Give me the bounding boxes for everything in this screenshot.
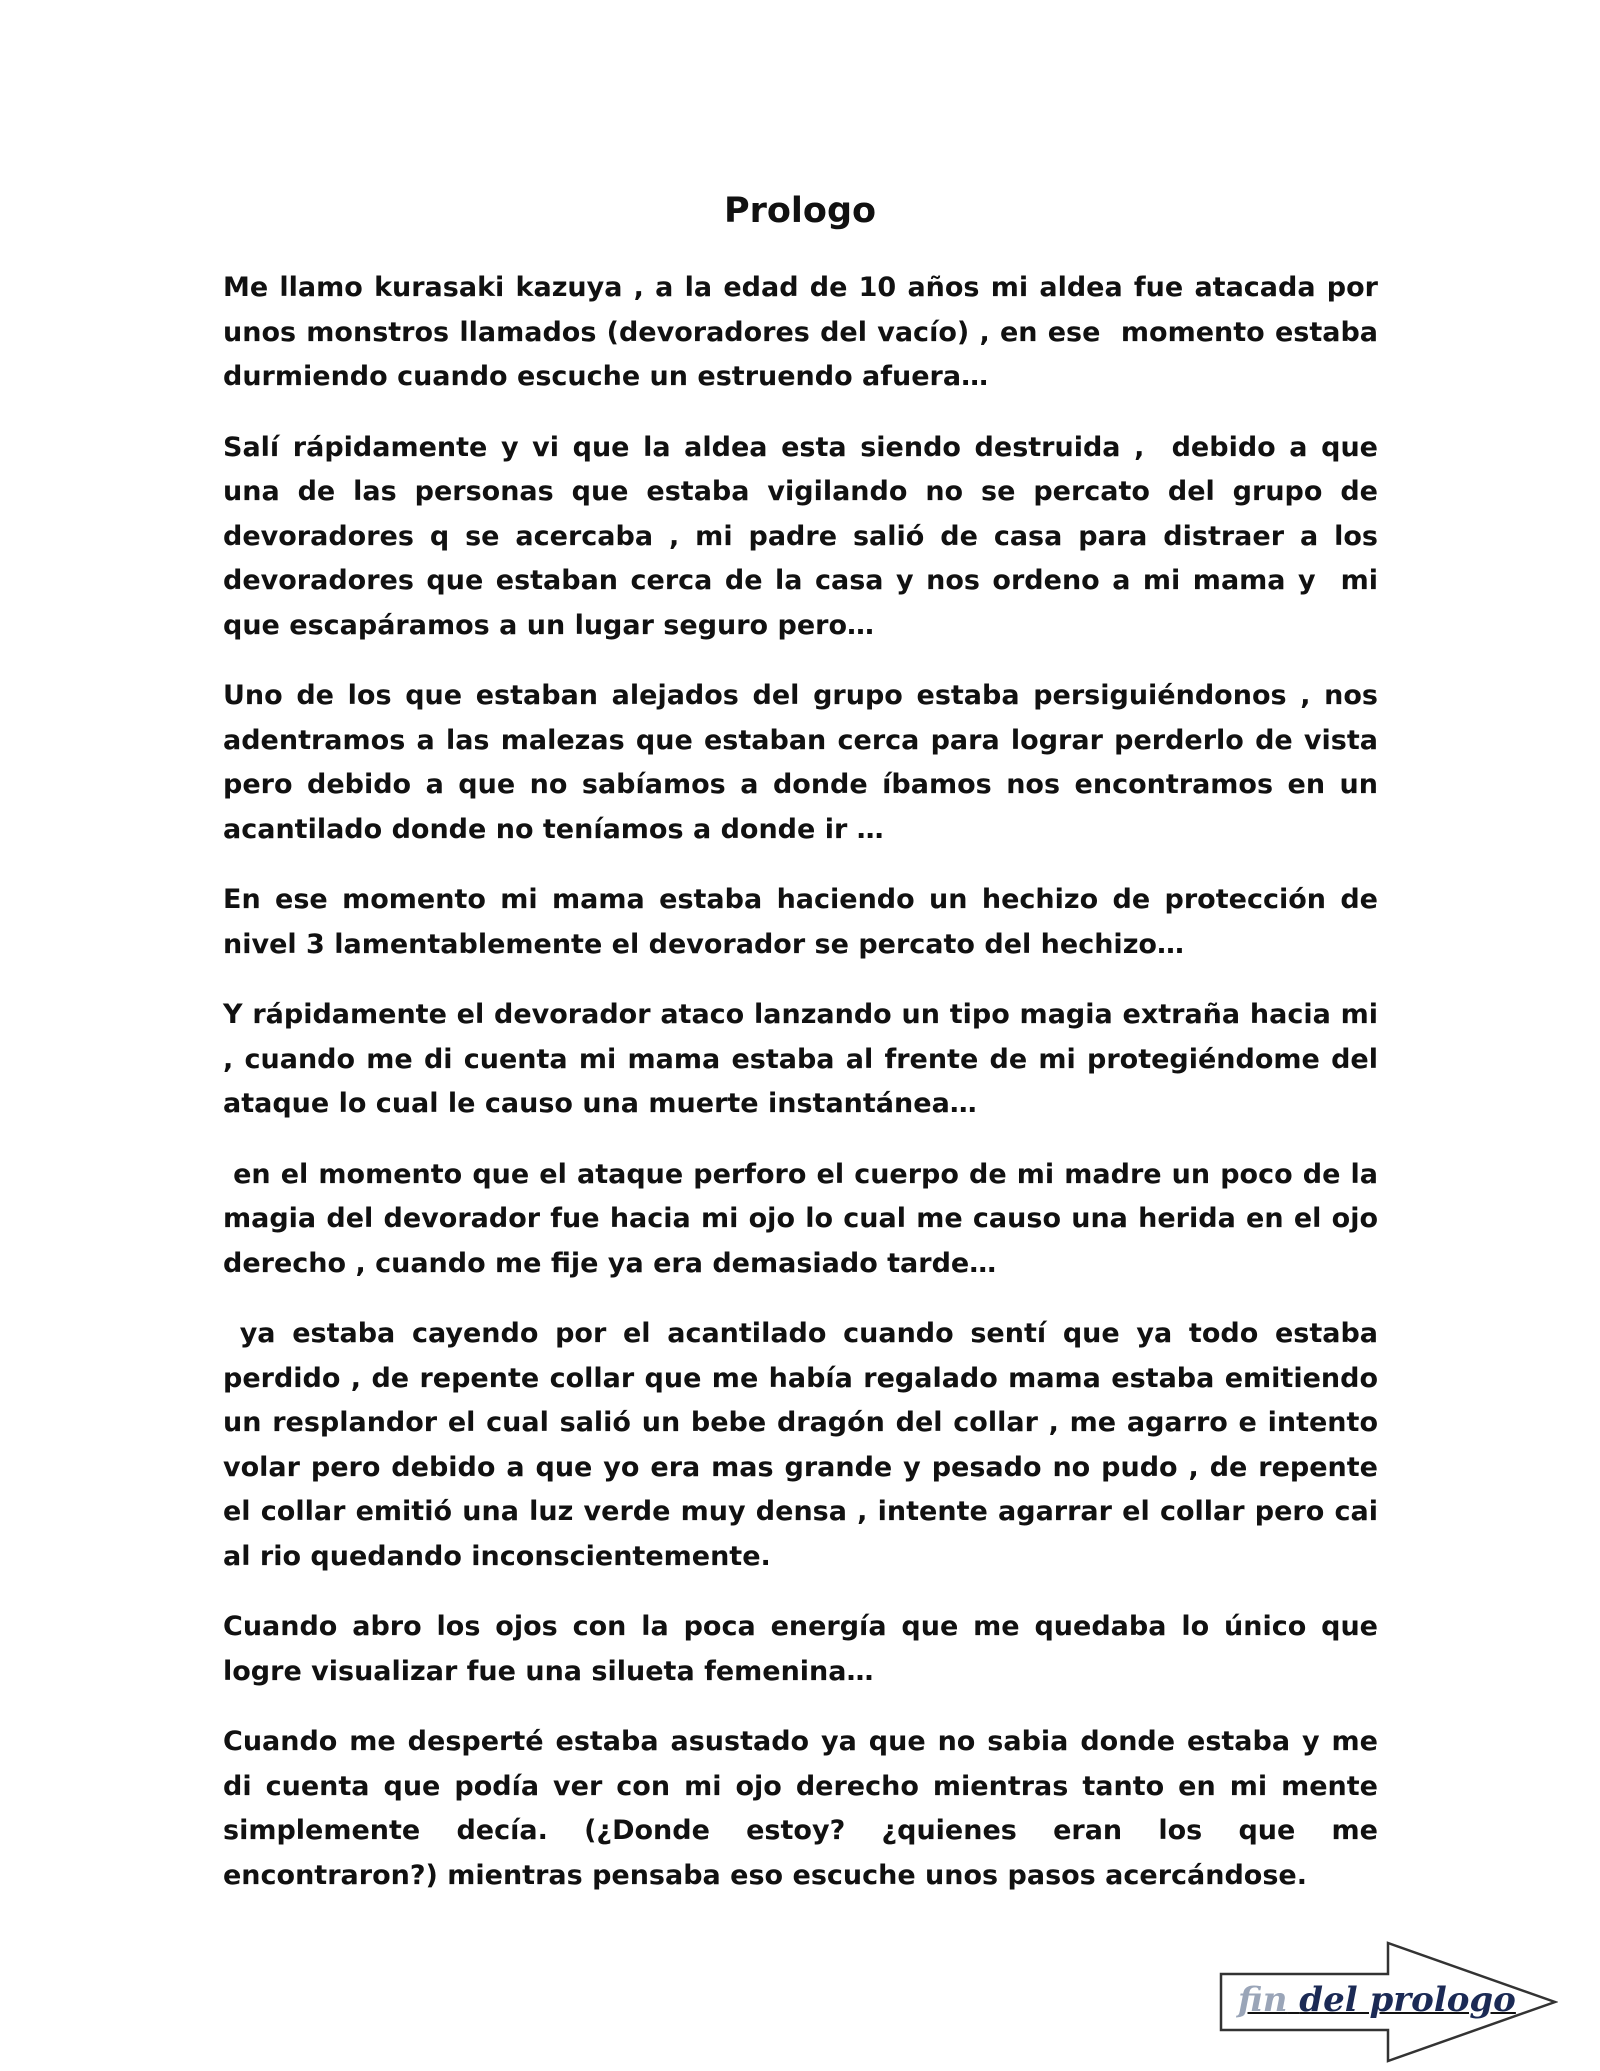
paragraph-1: Me llamo kurasaki kazuya , a la edad de 10 años mi aldea fue atacada por unos monstros llamados (devoradores del vacío) , en ese momento estaba durmiendo cuando escuche un estruendo afuera… xyxy=(223,272,1388,392)
paragraph-4: En ese momento mi mama estaba haciendo un hechizo de protección de nivel 3 lamentablemente el devorador se percato del hechizo… xyxy=(223,884,1388,960)
arrow-label-word-del-prologo: del prologo xyxy=(1299,1980,1516,2020)
page-title: Prologo xyxy=(723,191,877,231)
paragraph-3: Uno de los que estaban alejados del grupo estaba persiguiéndonos , nos adentramos a las malezas que estaban cerca para lograr perderlo de vista pero debido a que no sabíamos a donde íbamos nos encontramos en un acantilado donde no teníamos a donde ir … xyxy=(223,680,1388,845)
paragraph-9: Cuando me desperté estaba asustado ya que no sabia donde estaba y me di cuenta que podía ver con mi ojo derecho mientras tanto en mi mente simplemente decía. (¿Donde estoy? ¿quienes eran los que me encontraron?) mientras pensaba eso escuche unos pasos acercándose. xyxy=(223,1726,1388,1891)
arrow-label-word-fin: fin xyxy=(1238,1980,1288,2020)
end-of-prologue-arrow xyxy=(1218,1940,1558,2064)
paragraph-7: ya estaba cayendo por el acantilado cuando sentí que ya todo estaba perdido , de repente collar que me había regalado mama estaba emitiendo un resplandor el cual salió un bebe dragón del collar , me agarro e intento volar pero debido a que yo era mas grande y pesado no pudo , de repente el collar emitió una luz verde muy densa , intente agarrar el collar pero cai al rio quedando inconscientemente. xyxy=(223,1318,1397,1572)
paragraph-8: Cuando abro los ojos con la poca energía que me quedaba lo único que logre visualizar fue una silueta femenina… xyxy=(223,1611,1388,1687)
paragraph-5: Y rápidamente el devorador ataco lanzando un tipo magia extraña hacia mi , cuando me di cuenta mi mama estaba al frente de mi protegiéndome del ataque lo cual le causo una muerte instantánea… xyxy=(223,999,1388,1119)
body-text xyxy=(223,266,1397,1924)
arrow-label xyxy=(1238,1980,1516,2020)
paragraph-6: en el momento que el ataque perforo el cuerpo de mi madre un poco de la magia del devorador fue hacia mi ojo lo cual me causo una herida en el ojo derecho , cuando me fije ya era demasiado tarde… xyxy=(223,1158,1388,1279)
paragraph-2: Salí rápidamente y vi que la aldea esta siendo destruida , debido a que una de las personas que estaba vigilando no se percato del grupo de devoradores q se acercaba , mi padre salió de casa para distraer a los devoradores que estaban cerca de la casa y nos ordeno a mi mama y mi que escapáramos a un lugar seguro pero… xyxy=(223,431,1388,641)
